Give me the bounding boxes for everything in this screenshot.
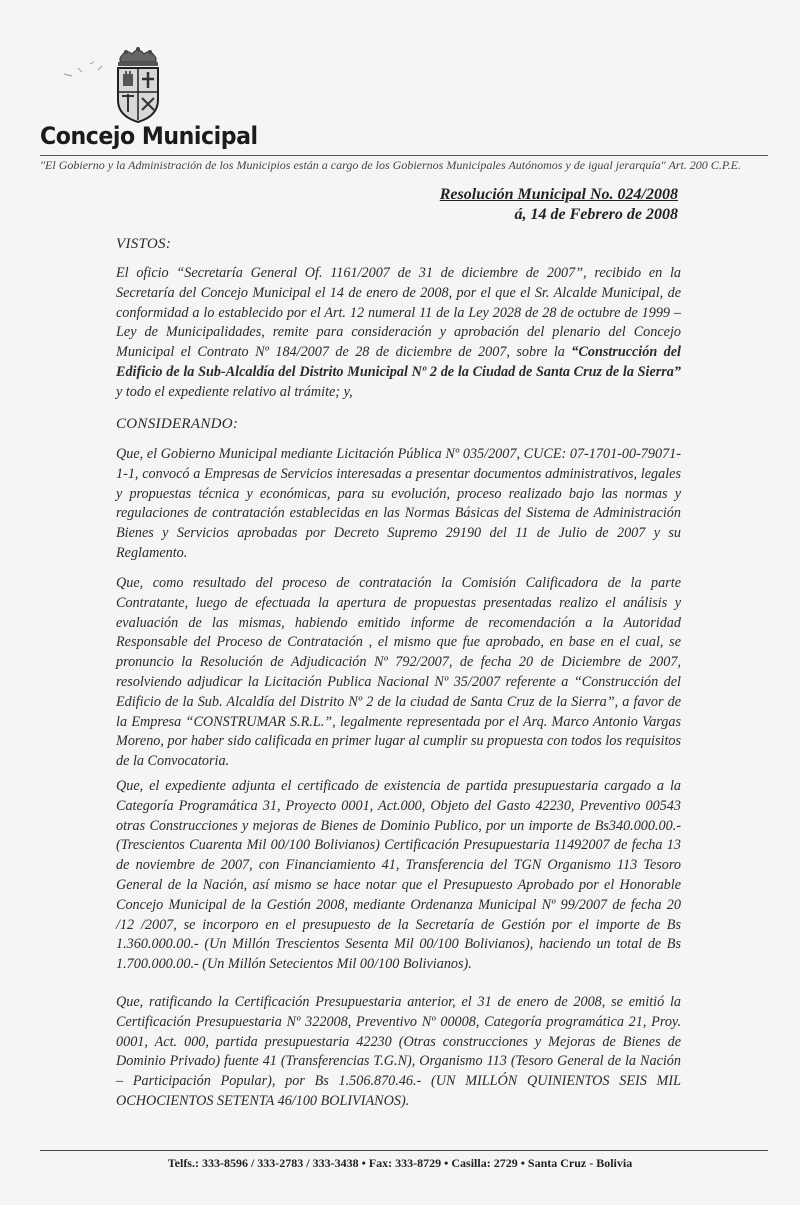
header-motto: "El Gobierno y la Administración de los Municipios están a cargo de los Gobiernos Municipales Autónomos y de igual jerarquía" Art. 200 C.P.E. bbox=[40, 158, 741, 172]
resolution-date: á, 14 de Febrero de 2008 bbox=[514, 206, 678, 223]
resolution-number: Resolución Municipal No. 024/2008 bbox=[439, 186, 678, 203]
considerando-paragraph-3: Que, el expediente adjunta el certificado de existencia de partida presupuestaria cargado a la Categoría Programática 31, Proyecto 0001, Act.000, Objeto del Gasto 42230, Preventivo 00543 otras Construcciones y mejoras de Bienes de Dominio Publico, por un importe de Bs340.000.00.- (Trescientos Cuarenta Mil 00/100 Bolivianos) Certificación Presupuestaria 11492007 de fecha 13 de noviembre de 2007, con Financiamiento 41, Transferencia del TGN Organismo 113 Tesoro General de la Nación, así mismo se hace notar que el Presupuesto Aprobado por el Honorable Concejo Municipal de la Gestión 2008, mediante Ordenanza Municipal Nº 99/2007 de fecha 20 /12 /2007, se incorporo en el presupuesto de la Secretaría de Gestión por el importe de Bs 1.360.000.00.- (Un Millón Trescientos Sesenta Mil 00/100 Bolivianos), haciendo un total de Bs 1.700.000.00.- (Un Millón Setecientos Mil 00/100 Bolivianos). bbox=[116, 778, 681, 973]
vistos-paragraph bbox=[116, 264, 681, 403]
vistos-heading: VISTOS: bbox=[116, 236, 172, 252]
vistos-text-end: y todo el expediente relativo al trámite; y, bbox=[116, 383, 353, 400]
coat-of-arms-icon bbox=[112, 44, 164, 124]
organization-name: Concejo Municipal bbox=[40, 122, 258, 150]
vistos-text-start: El oficio “Secretaría General Of. 1161/2007 de 31 de diciembre de 2007”, recibido en la Secretaría del Concejo Municipal el 14 de enero de 2008, por el que el Sr. Alcalde Municipal, de conformidad a lo establecido por el Art. 12 numeral 11 de la Ley 2028 de 28 de octubre de 1999 – Ley de Municipalidades, remite para consideración y aprobación del plenario del Concejo Municipal el Contrato Nº 184/2007 de 28 de diciembre de 2007, sobre la bbox=[116, 265, 681, 361]
vistos-project-title: “Construcción del Edificio de la Sub-Alcaldía del Distrito Municipal Nº 2 de la Ciudad de Santa Cruz de la Sierra” bbox=[116, 344, 681, 380]
considerando-paragraph-4: Que, ratificando la Certificación Presupuestaria anterior, el 31 de enero de 2008, se emitió la Certificación Presupuestaria Nº 322008, Preventivo Nº 00008, Categoría programática 21, Proy. 0001, Act. 000, partida presupuestaria 42230 (Otras construcciones y Mejoras de Bienes de Dominio Privado) fuente 41 (Transferencias T.G.N), Organismo 113 (Tesoro General de la Nación – Participación Popular), por Bs 1.506.870.46.- (UN MILLÓN QUINIENTOS SEIS MIL OCHOCIENTOS SETENTA 46/100 BOLIVIANOS). bbox=[116, 994, 681, 1109]
considerando-paragraph-2: Que, como resultado del proceso de contratación la Comisión Calificadora de la parte Contratante, luego de efectuada la apertura de propuestas presentadas realizo el análisis y evaluación de las mismas, habiendo emitido informe de recomendación a la Autoridad Responsable del Proceso de Contratación , el mismo que fue aprobado, en base en el cual, se pronuncio la Resolución de Adjudicación Nº 792/2007, de fecha 20 de Diciembre de 2007, resolviendo adjudicar la Licitación Publica Nacional Nº 35/2007 referente a “Construcción del Edificio de la Sub. Alcaldía del Distrito Nº 2 de la ciudad de Santa Cruz de la Sierra”, a favor de la Empresa “CONSTRUMAR S.R.L.”, legalmente representada por el Arq. Marco Antonio Vargas Moreno, por haber sido calificada en primer lugar al cumplir su propuesta con todos los requisitos de la Convocatoria. bbox=[116, 575, 681, 770]
footer-divider bbox=[40, 1150, 768, 1151]
decorative-mark-icon bbox=[62, 60, 108, 82]
footer-contact: Telfs.: 333-8596 / 333-2783 / 333-3438 • Fax: 333-8729 • Casilla: 2729 • Santa Cruz - Bolivia bbox=[167, 1156, 633, 1170]
header-divider bbox=[40, 155, 768, 156]
considerando-paragraph-1: Que, el Gobierno Municipal mediante Licitación Pública Nº 035/2007, CUCE: 07-1701-00-79071-1-1, convocó a Empresas de Servicios interesadas a presentar documentos administrativos, legales y propuestas técnica y económicas, para su evolución, proceso realizado bajo las normas y regulaciones de contratación establecidas en las Normas Básicas del Sistema de Administración Bienes y Servicios aprobadas por Decreto Supremo 29190 del 11 de Julio de 2007 y su Reglamento. bbox=[116, 446, 681, 561]
considerando-heading: CONSIDERANDO: bbox=[116, 416, 239, 432]
